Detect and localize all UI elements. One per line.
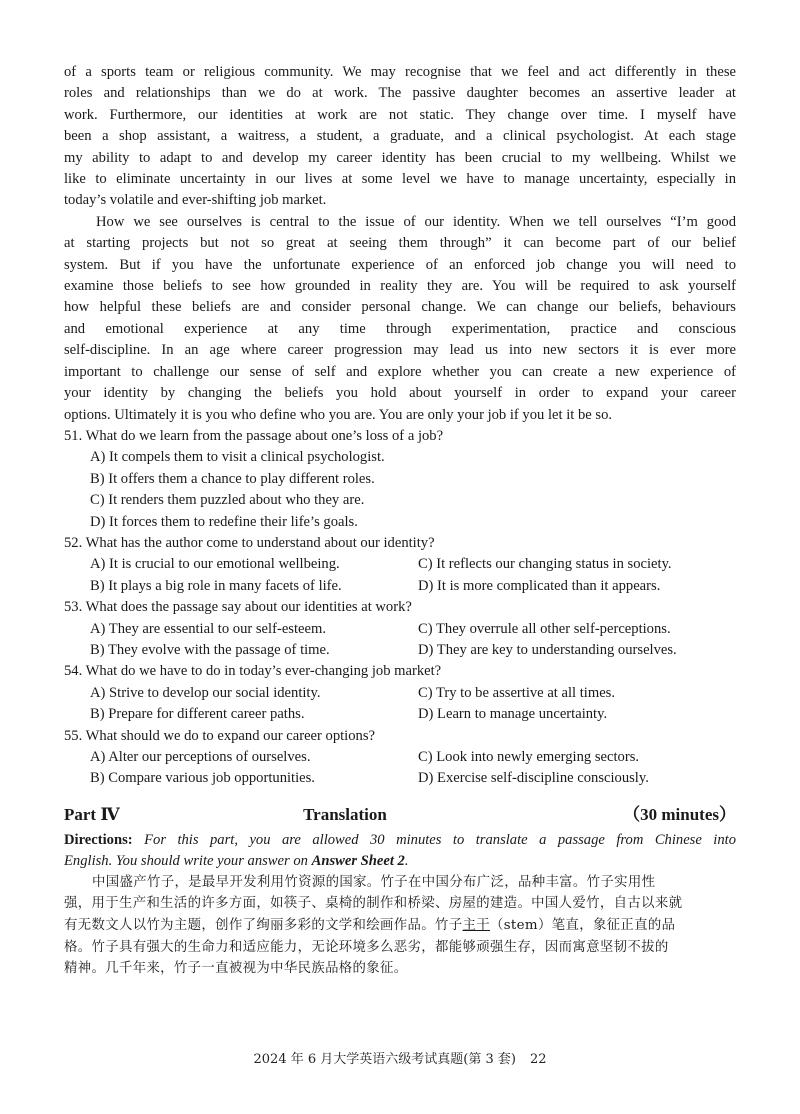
passage-line: been a shop assistant, a waitress, a student, a graduate, and a clinical psychologist. At each stage [64,128,736,145]
passage-line: at starting projects but not so great at seeing them through” it can become part of our belief [64,235,736,252]
chinese-line: 精神。几千年来，竹子一直被视为中华民族品格的象征。 [64,961,408,977]
part-number: Part Ⅳ [64,804,120,824]
question-stem: 52. What has the author come to understand about our identity? [64,534,435,551]
chinese-text: 有无数文人以竹为主题，创作了绚丽多彩的文学和绘画作品。竹子 [64,918,463,933]
option-row [64,768,736,789]
question-53 [64,597,736,661]
option-d[interactable]: D) It is more complicated than it appears. [418,577,661,594]
question-stem: 54. What do we have to do in today’s ever-changing job market? [64,663,442,680]
option-row [64,576,736,597]
directions-text: . [404,852,409,869]
passage-line: system. But if you have the unfortunate experience of an enforced job change you will need to [64,256,736,273]
question-55 [64,726,736,790]
question-stem: 55. What should we do to expand our career options? [64,727,375,744]
passage-line: of a sports team or religious community. We may recognise that we feel and act differently in these [64,64,736,80]
part-minutes: （30 minutes） [623,804,736,824]
passage-line: examine those beliefs to see how grounded in reality they are. You will be required to ask yourself [64,278,736,295]
chinese-text: （stem）笔直，象征正直的品 [489,918,676,933]
passage-line: your identity by changing the beliefs you hold about yourself in order to expand your career [64,385,736,402]
chinese-line: 中国盛产竹子，是最早开发利用竹资源的国家。竹子在中国分布广泛，品种丰富。竹子实用性 [92,874,656,890]
option-a[interactable]: A) It is crucial to our emotional wellbeing. [90,556,340,573]
option-b[interactable]: B) Compare various job opportunities. [90,770,315,787]
passage-line: today’s volatile and ever-shifting job market. [64,192,327,209]
part-title: Translation [303,804,387,824]
option-c[interactable]: C) Look into newly emerging sectors. [418,749,640,765]
passage-paragraph-2 [64,212,736,426]
option-d[interactable]: D) It forces them to redefine their life’s goals. [90,513,358,530]
option-c[interactable]: C) It reflects our changing status in society. [418,556,672,573]
option-c[interactable]: C) Try to be assertive at all times. [418,684,615,701]
underlined-term: 主干 [462,918,490,933]
chinese-line [64,915,736,937]
option-b[interactable]: B) They evolve with the passage of time. [90,641,330,658]
directions-line-2 [64,851,736,872]
option-a[interactable]: A) Strive to develop our social identity. [90,684,321,701]
footer-title: 2024 年 6 月大学英语六级考试真题(第 3 套) [253,1052,516,1067]
option-c[interactable]: C) It renders them puzzled about who they are. [90,492,365,509]
chinese-passage [64,872,736,980]
passage-line: like to eliminate uncertainty in our lives at some level we have to manage uncertainty, especially in [64,171,736,188]
option-row [64,683,736,704]
chinese-line: 强，用于生产和生活的许多方面，如筷子、桌椅的制作和桥梁、房屋的建造。中国人爱竹，自古以来就 [64,896,683,912]
passage-line: important to challenge our sense of self and explore whether you can create a new experience of [64,363,736,380]
passage-line: my ability to adapt to and develop my career identity has been crucial to my wellbeing. Whilst we [64,149,736,166]
exam-page [64,62,736,980]
passage-line: options. Ultimately it is you who define who you are. You are only your job if you let it be so. [64,406,613,423]
question-stem: 53. What does the passage say about our identities at work? [64,599,412,616]
passage-line: How we see ourselves is central to the issue of our identity. When we tell ourselves “I’m good [96,213,736,230]
option-row [64,554,736,575]
option-b[interactable]: B) It offers them a chance to play different roles. [90,470,375,487]
option-b[interactable]: B) It plays a big role in many facets of life. [90,577,342,594]
directions [64,830,736,872]
option-a[interactable]: A) Alter our perceptions of ourselves. [90,749,311,765]
passage-line: work. Furthermore, our identities at work are not static. They change over time. I myself have [64,106,736,123]
option-a[interactable]: A) They are essential to our self-esteem. [90,620,326,637]
option-row [64,704,736,725]
directions-text: English. You should write your answer on [64,852,312,869]
part-header [64,800,736,828]
page-footer [0,1048,800,1067]
passage-paragraph-1 [64,62,736,212]
question-54 [64,661,736,725]
option-d[interactable]: D) Exercise self-discipline consciously. [418,770,649,787]
option-b[interactable]: B) Prepare for different career paths. [90,706,305,723]
option-d[interactable]: D) They are key to understanding ourselves. [418,641,677,658]
option-row [64,747,736,768]
question-52 [64,533,736,597]
directions-label: Directions: [64,831,133,848]
page-number: 22 [529,1052,547,1067]
option-c[interactable]: C) They overrule all other self-perceptions. [418,620,671,637]
option-a[interactable]: A) It compels them to visit a clinical psychologist. [90,449,385,466]
option-row [64,640,736,661]
passage-line: roles and relationships than we do at work. The passive daughter becomes an assertive leader at [64,85,736,102]
passage-line: self-discipline. In an age where career progression may lead us into new sectors it is ever more [64,342,736,359]
passage-line: and emotional experience at any time through experimentation, practice and conscious [64,320,736,337]
directions-text: For this part, you are allowed 30 minutes to translate a passage from Chinese into [144,831,736,848]
directions-line-1 [64,830,736,851]
question-51 [64,426,736,533]
chinese-line: 格。竹子具有强大的生命力和适应能力，无论环境多么恶劣，都能够顽强生存，因而寓意坚韧不拔的 [64,939,669,955]
option-row [64,619,736,640]
question-stem: 51. What do we learn from the passage about one’s loss of a job? [64,427,444,444]
answer-sheet-ref: Answer Sheet 2 [311,852,405,869]
option-d[interactable]: D) Learn to manage uncertainty. [418,706,608,723]
passage-line: how helpful these beliefs are and consider personal change. We can change our beliefs, behaviours [64,299,736,316]
